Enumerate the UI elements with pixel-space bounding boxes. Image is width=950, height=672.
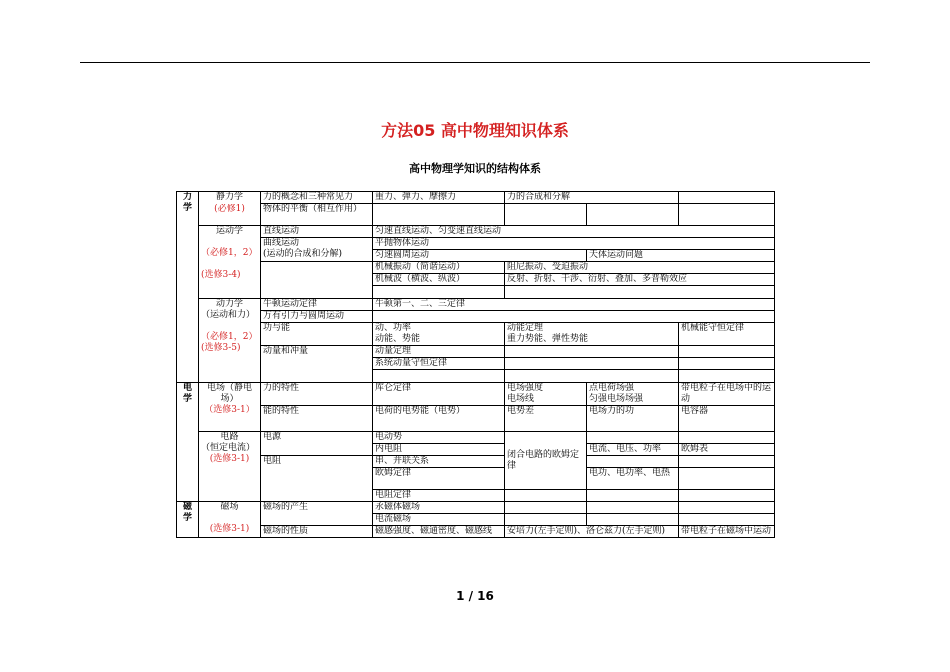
cell: 机械能守恒定律: [679, 323, 775, 346]
cell: 万有引力与圆周运动: [261, 311, 373, 323]
cell: 动、功率 动能、势能: [373, 323, 505, 346]
cell: [587, 432, 679, 444]
page-number: 1 / 16: [456, 589, 494, 603]
page-title: 方法05 高中物理知识体系: [381, 121, 569, 140]
cell: 牛顿第一、二、三定律: [373, 299, 775, 311]
cell: 电源: [261, 432, 373, 456]
cell: 带电粒子在电场中的运动: [679, 383, 775, 406]
cell: [505, 370, 679, 383]
statics-label: 静力学: [199, 192, 261, 204]
cell: 直线运动: [261, 226, 373, 238]
cell: [679, 204, 775, 226]
cell: 曲线运动 (运动的合成和分解): [261, 238, 373, 262]
header-rule: [80, 62, 870, 63]
cell: 反射、折射、干涉、衍射、叠加、多普勒效应: [505, 274, 775, 286]
cell: [505, 490, 587, 502]
cell: [679, 370, 775, 383]
cell: 天体运动问题: [587, 250, 775, 262]
cell: 重力、弹力、摩擦力: [373, 192, 505, 204]
cell: 机械波（横波、纵波）: [373, 274, 505, 286]
cell: 牛顿运动定律: [261, 299, 373, 311]
cell: 力的合成和分解: [505, 192, 679, 204]
cell: [373, 286, 505, 299]
cell: 闭合电路的欧姆定律: [505, 432, 587, 490]
cell: [373, 204, 505, 226]
cell: 电场力的功: [587, 406, 679, 432]
cell: 点电荷场强 匀强电场场强: [587, 383, 679, 406]
cell: [679, 490, 775, 502]
cell: [679, 468, 775, 490]
cell: 串、并联关系: [373, 456, 505, 468]
cell: 力的概念和三种常见力: [261, 192, 373, 204]
kinematics-label: 运动学 （必修1，2） (选修3-4): [199, 226, 261, 299]
category-magnetism: 磁学: [177, 502, 199, 538]
cell: [679, 358, 775, 370]
cell: 物体的平衡（相互作用）: [261, 204, 373, 226]
cell: [373, 370, 505, 383]
cell: 电阻定律: [373, 490, 505, 502]
cell: 动量定理: [373, 346, 505, 358]
knowledge-table: [176, 191, 775, 538]
cell: 阻尼振动、受迫振动: [505, 262, 775, 274]
cell: 欧姆表: [679, 444, 775, 456]
cell: [505, 502, 587, 514]
cell: 电功、电功率、电热: [587, 468, 679, 490]
cell: 电动势: [373, 432, 505, 444]
cell: 动能定理 重力势能、弹性势能: [505, 323, 679, 346]
cell: [373, 311, 775, 323]
circuit-label: 电路 （恒定电流） (选修3-1): [199, 432, 261, 502]
cell: 能的特性: [261, 406, 373, 432]
cell: 机械振动（简谐运动）: [373, 262, 505, 274]
cell: [587, 514, 679, 526]
cell: 磁场的性质: [261, 526, 373, 538]
cell: 力的特性: [261, 383, 373, 406]
cell: 磁感强度、磁通密度、磁感线: [373, 526, 505, 538]
cell: [679, 502, 775, 514]
cell: [505, 346, 679, 358]
cell: [261, 262, 373, 299]
cell: 欧姆定律: [373, 468, 505, 490]
cell: [587, 502, 679, 514]
category-mechanics: 力学: [177, 192, 199, 383]
cell: 电场强度 电场线: [505, 383, 587, 406]
cell: [505, 358, 679, 370]
cell: 匀速圆周运动: [373, 250, 587, 262]
cell: 平抛物体运动: [373, 238, 775, 250]
cell: 电容器: [679, 406, 775, 432]
cell: 永磁体磁场: [373, 502, 505, 514]
page-subtitle: 高中物理学知识的结构体系: [409, 162, 541, 175]
category-electricity: 电学: [177, 383, 199, 502]
cell: [679, 346, 775, 358]
cell: 安培力(左手定则)、洛仑兹力(左手定则): [505, 526, 679, 538]
cell: 内电阻: [373, 444, 505, 456]
cell: 匀速直线运动、匀变速直线运动: [373, 226, 775, 238]
cell: 电流磁场: [373, 514, 505, 526]
cell: 系统动量守恒定律: [373, 358, 505, 370]
cell: 动量和冲量: [261, 346, 373, 383]
cell: 磁场的产生: [261, 502, 373, 526]
cell: 带电粒子在磁场中运动: [679, 526, 775, 538]
cell: 电势差: [505, 406, 587, 432]
cell: [587, 490, 679, 502]
dynamics-label: 动力学 （运动和力） （必修1，2） (选修3-5): [199, 299, 261, 383]
cell: [587, 456, 679, 468]
cell: 电阻: [261, 456, 373, 502]
cell: [505, 514, 587, 526]
cell: [587, 204, 679, 226]
electric-field-label: 电场（静电场） （选修3-1）: [199, 383, 261, 432]
cell: 电荷的电势能（电势）: [373, 406, 505, 432]
cell: 库仑定律: [373, 383, 505, 406]
cell: [679, 192, 775, 204]
cell: 功与能: [261, 323, 373, 346]
cell: [679, 456, 775, 468]
cell: [679, 514, 775, 526]
statics-requirement: (必修1): [199, 204, 261, 226]
cell: 电流、电压、功率: [587, 444, 679, 456]
cell: [505, 204, 587, 226]
cell: [679, 432, 775, 444]
magnetic-field-label: 磁场 (选修3-1): [199, 502, 261, 538]
cell: [505, 286, 775, 299]
